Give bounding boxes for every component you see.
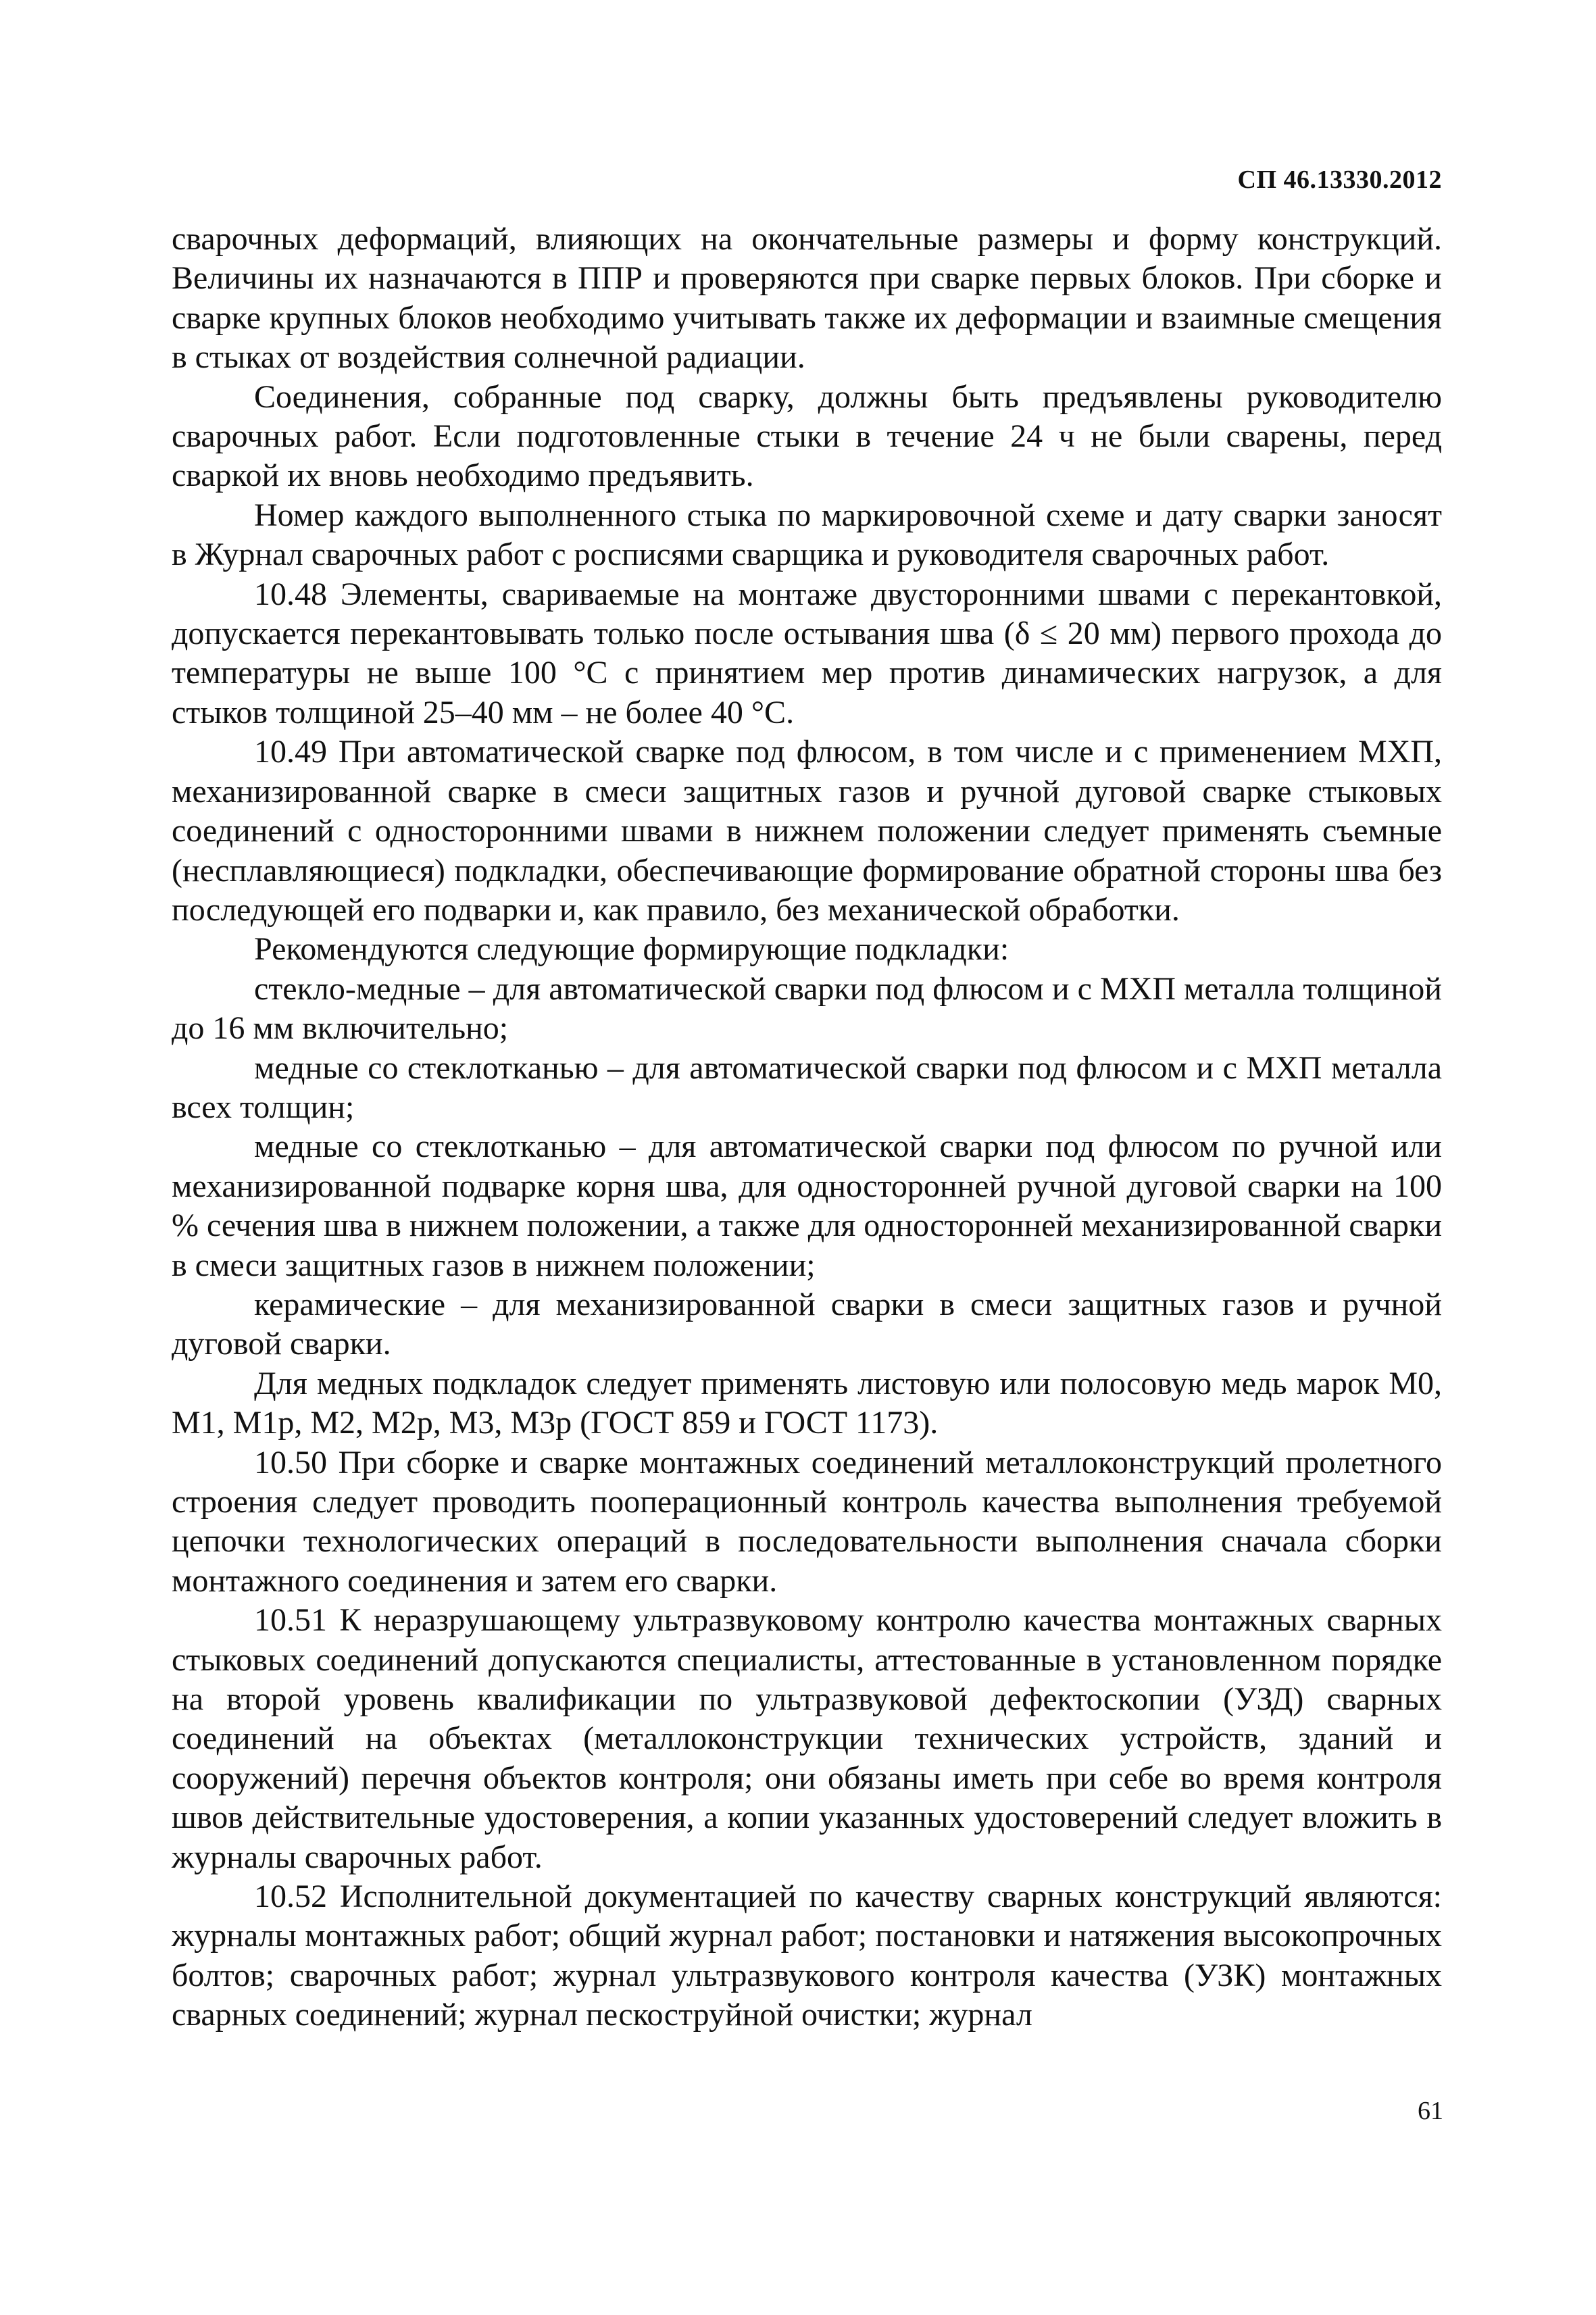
paragraph-joint-number: Номер каждого выполненного стыка по маркировочной схеме и дату сварки заносят в Журнал сварочных работ с росписями сварщика и руководителя сварочных работ.: [172, 497, 1442, 573]
list-item-glass-copper: стекло-медные – для автоматической сварки под флюсом и с МХП металла толщиной до 16 мм включительно;: [172, 970, 1442, 1047]
document-body: [172, 220, 1442, 2035]
paragraph-10-51: 10.51 К неразрушающему ультразвуковому контролю качества монтажных сварных стыковых соединений допускаются специалисты, аттестованные в установленном порядке на второй уровень квалификации по ультразвуковой дефектоскопии (УЗД) сварных соединений на объектах (металлоконструкции технических устройств, зданий и сооружений) перечня объектов контроля; они обязаны иметь при себе во время контроля швов действительные удостоверения, а копии указанных удостоверений следует вложить в журналы сварочных работ.: [172, 1602, 1442, 1875]
paragraph-10-52: 10.52 Исполнительной документацией по качеству сварных конструкций являются: журналы монтажных работ; общий журнал работ; постановки и натяжения высокопрочных болтов; сварочных работ; журнал ультразвукового контроля качества (УЗК) монтажных сварных соединений; журнал пескоструйной очистки; журнал: [172, 1878, 1442, 2033]
paragraph-10-50: 10.50 При сборке и сварке монтажных соединений металлоконструкций пролетного строения следует проводить пооперационный контроль качества выполнения требуемой цепочки технологических операций в последовательности выполнения сначала сборки монтажного соединения и затем его сварки.: [172, 1444, 1442, 1599]
document-header: СП 46.13330.2012: [1237, 166, 1442, 194]
paragraph-recommended-backings: Рекомендуются следующие формирующие подкладки:: [254, 931, 1009, 968]
list-item-ceramic: керамические – для механизированной сварки в смеси защитных газов и ручной дуговой сварки.: [172, 1286, 1442, 1362]
paragraph-copper-grades: Для медных подкладок следует применять листовую или полосовую медь марок М0, М1, М1р, М2, М2р, М3, М3р (ГОСТ 859 и ГОСТ 1173).: [172, 1365, 1442, 1441]
paragraph-joints-presentation: Соединения, собранные под сварку, должны быть предъявлены руководителю сварочных работ. Если подготовленные стыки в течение 24 ч не были сварены, перед сваркой их вновь необходимо предъявить.: [172, 378, 1442, 494]
list-item-copper-fiberglass-1: медные со стеклотканью – для автоматической сварки под флюсом и с МХП металла всех толщин;: [172, 1049, 1442, 1125]
paragraph-10-48: 10.48 Элементы, свариваемые на монтаже двусторонними швами с перекантовкой, допускается перекантовывать только после остывания шва (δ ≤ 20 мм) первого прохода до температуры не выше 100 °С с принятием мер против динамических нагрузок, а для стыков толщиной 25–40 мм – не более 40 °С.: [172, 576, 1442, 730]
paragraph-10-49: 10.49 При автоматической сварке под флюсом, в том числе и с применением МХП, механизированной сварке в смеси защитных газов и ручной дуговой сварке стыковых соединений с односторонними швами в нижнем положении следует применять съемные (несплавляющиеся) подкладки, обеспечивающие формирование обратной стороны шва без последующей его подварки и, как правило, без механической обработки.: [172, 734, 1442, 928]
list-item-copper-fiberglass-2: медные со стеклотканью – для автоматической сварки под флюсом по ручной или механизированной подварке корня шва, для односторонней ручной дуговой сварки на 100 % сечения шва в нижнем положении, а также для односторонней механизированной сварки в смеси защитных газов в нижнем положении;: [172, 1128, 1442, 1283]
paragraph-deformations: сварочных деформаций, влияющих на окончательные размеры и форму конструкций. Величины их назначаются в ППР и проверяются при сварке первых блоков. При сборке и сварке крупных блоков необходимо учитывать также их деформации и взаимные смещения в стыках от воздействия солнечной радиации.: [172, 221, 1442, 376]
page-number: 61: [1418, 2097, 1443, 2125]
